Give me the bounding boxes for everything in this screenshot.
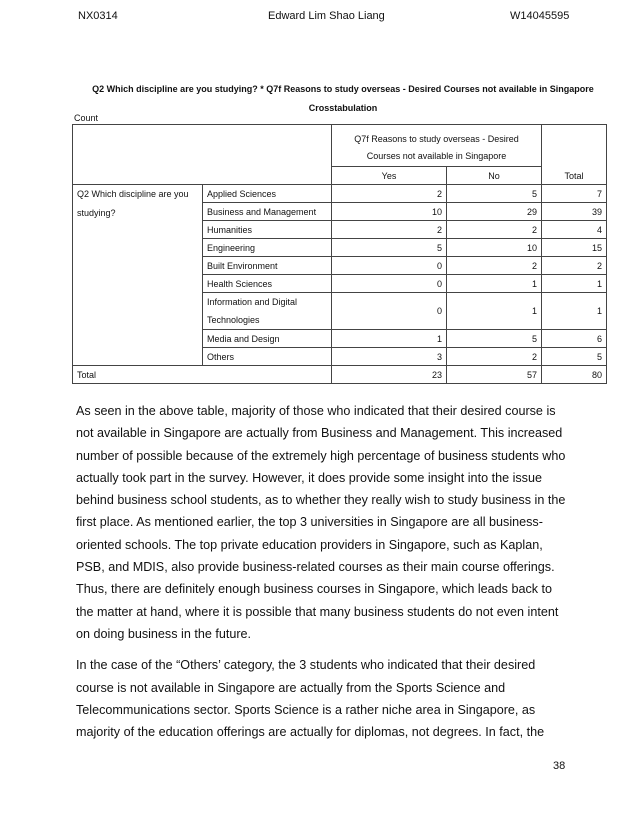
row-label: Others [203, 348, 332, 366]
cell-no: 1 [447, 275, 542, 293]
page-number: 38 [553, 760, 566, 772]
row-label-line2: Technologies [207, 315, 260, 325]
cell-total: 7 [542, 185, 607, 203]
paragraph-2: In the case of the “Others’ category, the 3 students who indicated that their desired course is not available in Singapore are actually from the Sports Science and Telecommunications sector. Sports Science is a rather niche area in Singapore, as majority of the education offerings are actually for diplomas, not degrees. In fact, the [76, 658, 545, 740]
cell-no: 10 [447, 239, 542, 257]
body-text [76, 400, 566, 752]
col-header-total: Total [542, 125, 607, 185]
cell-total: 2 [542, 257, 607, 275]
crosstab-table [72, 124, 607, 384]
header-empty-cell [73, 125, 332, 185]
cell-total: 39 [542, 203, 607, 221]
cell-no: 2 [447, 221, 542, 239]
cell-total: 15 [542, 239, 607, 257]
page-header [0, 10, 638, 26]
row-group-label [73, 185, 203, 366]
row-label [203, 293, 332, 330]
col-header-yes: Yes [332, 167, 447, 185]
cell-total: 6 [542, 330, 607, 348]
cell-no: 29 [447, 203, 542, 221]
header-course-code: NX0314 [78, 10, 118, 22]
cell-no: 5 [447, 330, 542, 348]
cell-yes: 2 [332, 185, 447, 203]
cell-no: 2 [447, 257, 542, 275]
paragraph-1: As seen in the above table, majority of those who indicated that their desired course is not available in Singapore are actually from Business and Management. This increased number of possible because of the extremely high percentage of business students who actually took part in the survey. However, it does provide some insight into the issue behind business school students, as to whether they really wish to study business in the first place. As mentioned earlier, the top 3 universities in Singapore are all business-oriented schools. The top private education providers in Singapore, such as Kaplan, PSB, and MDIS, also provide business-related courses as their main course offerings. Thus, there are definitely enough business courses in Singapore, which leads back to the matter at hand, where it is possible that many business students do not even intent on doing business in the future. [76, 404, 566, 641]
header-student-id: W14045595 [510, 10, 570, 22]
row-label: Media and Design [203, 330, 332, 348]
cell-total: 4 [542, 221, 607, 239]
cell-total: 1 [542, 275, 607, 293]
total-no: 57 [447, 366, 542, 384]
total-row-label: Total [73, 366, 332, 384]
cell-yes: 2 [332, 221, 447, 239]
row-label: Built Environment [203, 257, 332, 275]
total-yes: 23 [332, 366, 447, 384]
row-group-label-line2: studying? [77, 208, 116, 218]
header-author-name: Edward Lim Shao Liang [268, 10, 385, 22]
table-title [72, 80, 614, 118]
cell-yes: 3 [332, 348, 447, 366]
q7f-header-line1: Q7f Reasons to study overseas - Desired [354, 133, 519, 144]
table-title-line2: Crosstabulation [308, 103, 378, 113]
col-header-no: No [447, 167, 542, 185]
total-total: 80 [542, 366, 607, 384]
table-row [73, 185, 607, 203]
row-label: Health Sciences [203, 275, 332, 293]
count-label: Count [74, 113, 99, 123]
cell-yes: 0 [332, 257, 447, 275]
q7f-header-line2: Courses not available in Singapore [366, 150, 507, 161]
row-label-line1: Information and Digital [207, 297, 298, 307]
q7f-header [332, 125, 542, 167]
row-label: Engineering [203, 239, 332, 257]
total-row [73, 366, 607, 384]
cell-yes: 0 [332, 275, 447, 293]
cell-yes: 1 [332, 330, 447, 348]
row-group-label-line1: Q2 Which discipline are you [77, 189, 189, 199]
cell-total: 5 [542, 348, 607, 366]
cell-no: 1 [447, 293, 542, 330]
cell-yes: 5 [332, 239, 447, 257]
cell-no: 5 [447, 185, 542, 203]
header-row-1 [73, 125, 607, 167]
row-label: Applied Sciences [203, 185, 332, 203]
cell-yes: 0 [332, 293, 447, 330]
row-label: Business and Management [203, 203, 332, 221]
cell-total: 1 [542, 293, 607, 330]
cell-no: 2 [447, 348, 542, 366]
cell-yes: 10 [332, 203, 447, 221]
row-label: Humanities [203, 221, 332, 239]
table-title-line1: Q2 Which discipline are you studying? * Q7f Reasons to study overseas - Desired Courses not available in Singapore [92, 84, 594, 94]
